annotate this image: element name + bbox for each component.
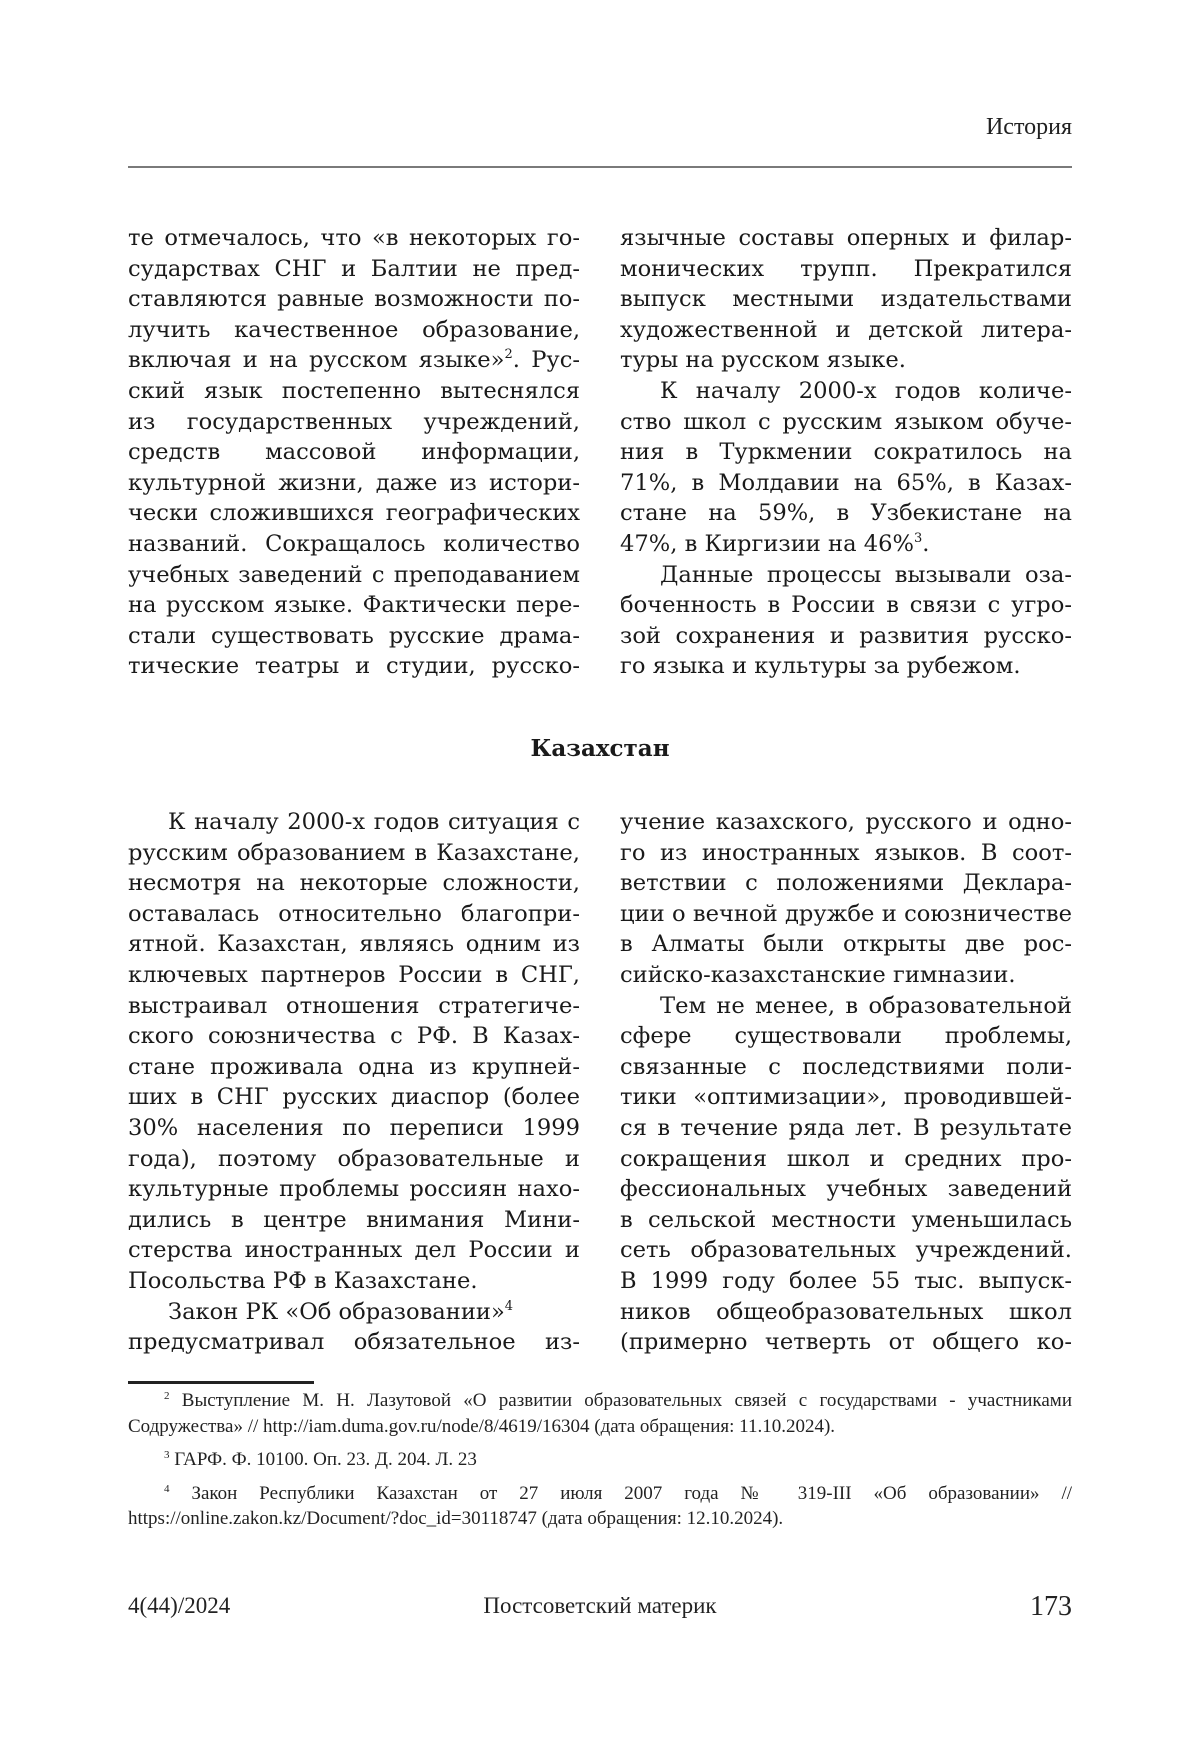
text-line: учение казахского, русского и одно- [620,809,1072,835]
text-line: К началу 2000-х годов количе- [660,377,1072,404]
text-line: сфере существовали проблемы, [620,1023,1072,1050]
text-line: связанные с последствиями поли- [620,1053,1072,1080]
top-left-column [128,223,580,682]
footnote-text: ГАРФ. Ф. 10100. Оп. 23. Д. 204. Л. 23 [174,1449,477,1470]
text-line: года), поэтому образовательные и [128,1145,580,1172]
text-line: в Алматы были открыты две рос- [620,931,1072,958]
text-line: несмотря на некоторые сложности, [128,870,580,897]
text-line: ся в течение ряда лет. В результате [620,1114,1072,1141]
text-line: Данные процессы вызывали оза- [660,561,1072,588]
footnote-4 [128,1481,1072,1532]
text-line: культурной жизни, даже из истори- [128,469,580,496]
text-line: выпуск местными издательствами [620,286,1072,313]
footnote-divider [128,1381,314,1384]
text-line: 71%, в Молдавии на 65%, в Казах- [620,469,1072,496]
footnote-reference[interactable]: 4 [504,1298,514,1314]
footnote-text: Закон Республики Казахстан от 27 июля 2007 года № 319-III «Об образовании» // https://online.zakon.kz/Document/?doc_id=30118747 (дата обращения: 12.10.2024). [128,1482,1073,1529]
text-line: стане на 59%, в Узбекистане на [620,500,1072,527]
text-line: стане проживала одна из крупней- [128,1053,580,1080]
text-line: те отмечалось, что «в некоторых го- [128,225,580,251]
text-line: тики «оптимизации», проводившей- [620,1084,1072,1111]
text-line: включая и на русском языке»$^2$. Рус- [128,347,580,374]
text-line: ский язык постепенно вытеснялся [128,377,580,404]
bottom-left-column [128,807,580,1358]
text-line: К началу 2000-х годов ситуация с [168,809,580,835]
footnote-3 [128,1447,1072,1473]
text-line: предусматривал обязательное из- [128,1329,580,1356]
text-line: го из иностранных языков. В соот- [620,839,1072,866]
text-line: фессиональных учебных заведений [620,1176,1072,1203]
text-line: боченность в России в связи с угро- [620,592,1072,619]
text-line: ветствии с положениями Деклара- [620,870,1072,897]
text-line: ского союзничества с РФ. В Казах- [128,1023,580,1050]
text-line: туры на русском языке. [620,347,906,374]
header-divider [128,166,1072,168]
text-line: в сельской местности уменьшилась [620,1206,1072,1233]
footnotes [128,1388,1072,1540]
text-line: монических трупп. Прекратился [620,255,1072,282]
text-line: дились в центре внимания Мини- [128,1206,580,1233]
journal-title: Постсоветский материк [483,1593,717,1618]
text-line: ключевых партнеров России в СНГ, [128,961,580,988]
footnote-number: 4 [164,1482,170,1495]
text-line: 47%, в Киргизии на 46%$^3$. [620,530,930,557]
text-line: из государственных учреждений, [128,408,580,435]
issue-number: 4(44)/2024 [128,1593,231,1618]
text-line: ших в СНГ русских диаспор (более [128,1084,580,1111]
text-line: Тем не менее, в образовательной [660,992,1072,1019]
text-line: художественной и детской литера- [620,316,1072,343]
text-line: сийско-казахстанские гимназии. [620,961,1016,988]
footnote-number: 2 [164,1390,170,1402]
text-line: стерства иностранных дел России и [128,1237,580,1264]
text-line: (примерно четверть от общего ко- [620,1329,1072,1356]
page-number: 173 [1030,1591,1072,1622]
text-line: ции о вечной дружбе и союзничестве [620,900,1072,927]
footnote-number: 3 [164,1449,170,1461]
page-footer [128,1591,1072,1625]
footnote-2 [128,1388,1072,1439]
text-line: стали существовать русские драма- [128,622,580,649]
text-line: тические театры и студии, русско- [128,653,580,680]
footnote-reference[interactable]: 3 [913,530,923,546]
text-line: язычные составы оперных и филар- [620,225,1072,251]
text-line: ников общеобразовательных школ [620,1298,1072,1325]
text-line: оставалась относительно благопри- [128,900,580,927]
text-line: Закон РК «Об образовании»$^4$ [168,1298,514,1325]
text-line: ятной. Казахстан, являясь одним из [128,931,580,958]
text-line: лучить качественное образование, [128,316,580,343]
text-line: ставляются равные возможности по- [128,286,580,313]
text-line: учебных заведений с преподаванием [128,561,580,588]
text-line: сеть образовательных учреждений. [620,1237,1072,1264]
text-line: чески сложившихся географических [128,500,580,527]
text-line: Посольства РФ в Казахстане. [128,1267,478,1294]
text-line: ство школ с русским языком обуче- [620,408,1072,435]
text-line: ния в Туркмении сократилось на [620,439,1072,466]
text-line: русским образованием в Казахстане, [128,839,580,866]
text-line: выстраивал отношения стратегиче- [128,992,580,1019]
text-line: культурные проблемы россиян нахо- [128,1176,580,1203]
text-line: го языка и культуры за рубежом. [620,653,1021,680]
running-head-section-title: История [985,114,1072,140]
text-line: сокращения школ и средних про- [620,1145,1072,1172]
text-line: сударствах СНГ и Балтии не пред- [128,255,580,282]
text-line: средств массовой информации, [128,439,580,466]
top-right-column [620,223,1072,682]
bottom-right-column [620,807,1072,1358]
text-line: В 1999 году более 55 тыс. выпуск- [620,1267,1072,1294]
footnote-reference[interactable]: 2 [504,347,513,363]
text-line: 30% населения по переписи 1999 [128,1114,580,1141]
footnote-text: Выступление М. Н. Лазутовой «О развитии образовательных связей с государствами - участниками Содружества» // http://iam.duma.gov.ru/node/8/4619/16304 (дата обращения: 11.10.2024). [128,1390,1072,1437]
text-line: названий. Сокращалось количество [128,530,580,557]
section-heading: Казахстан [530,735,670,762]
text-line: на русском языке. Фактически пере- [128,592,580,619]
text-line: зой сохранения и развития русско- [620,622,1072,649]
